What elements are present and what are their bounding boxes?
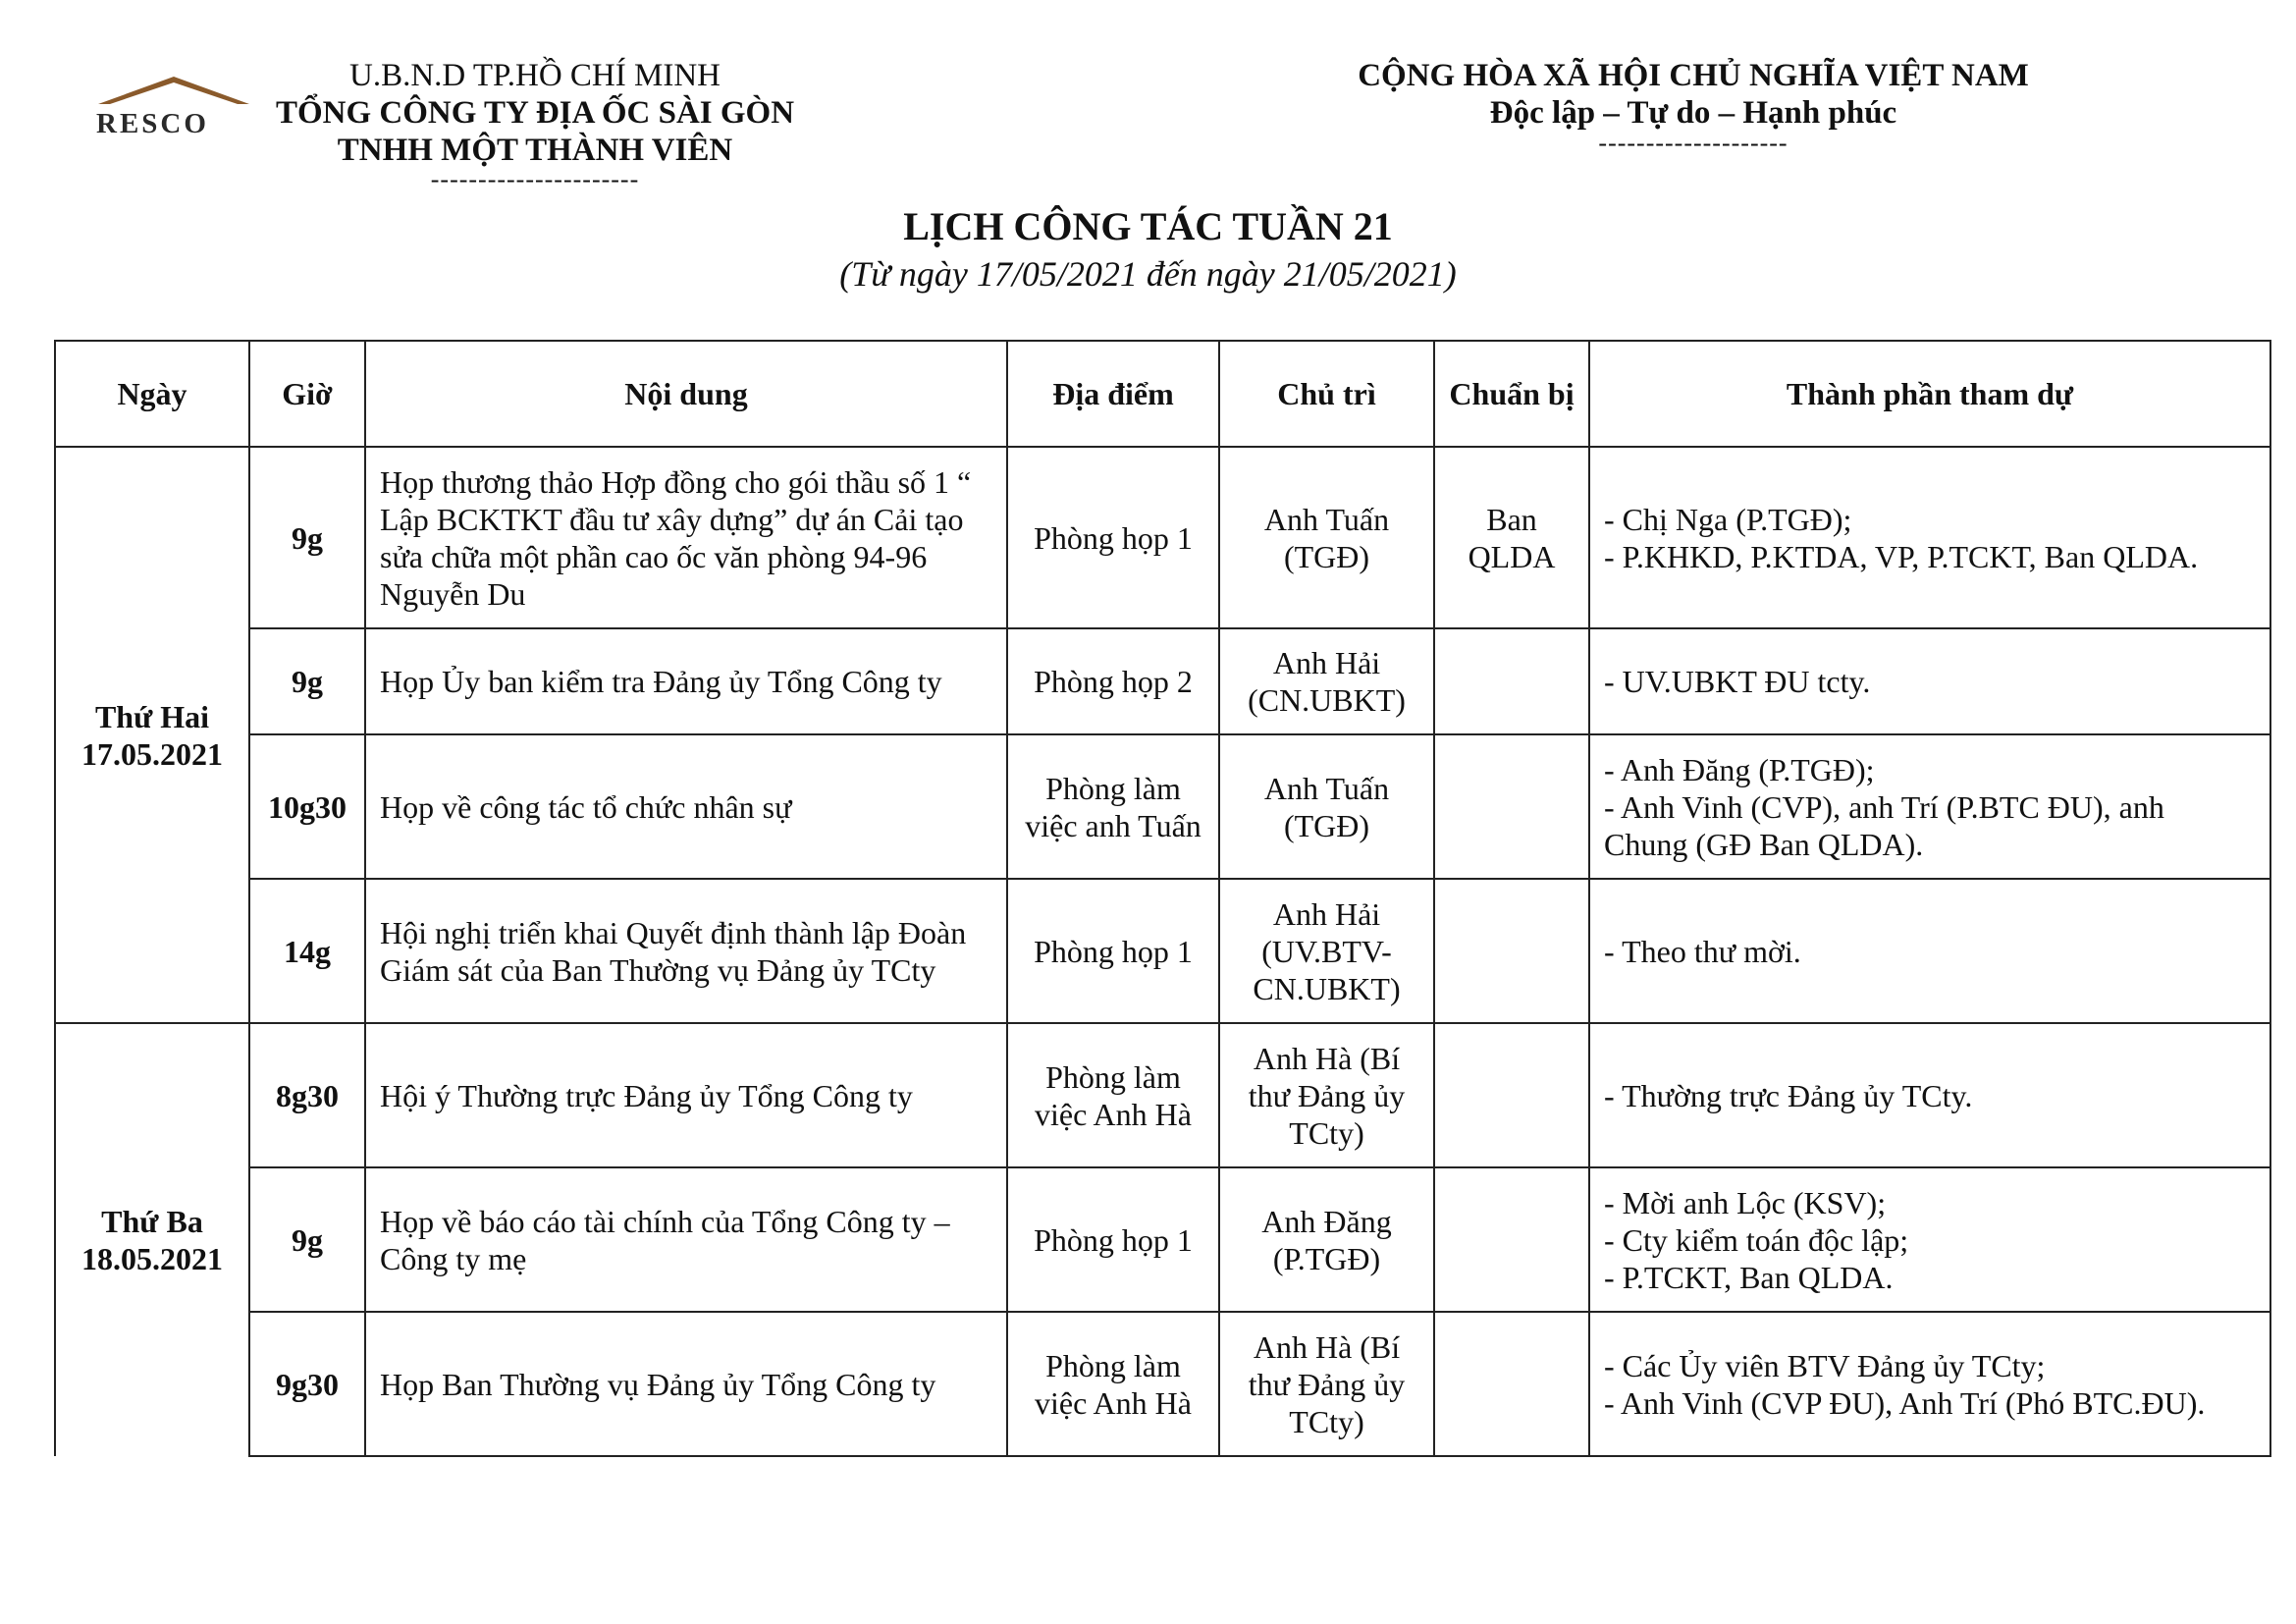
logo-text: RESCO [96, 108, 209, 139]
location-cell: Phòng họp 2 [1007, 628, 1219, 734]
location-cell: Phòng họp 1 [1007, 447, 1219, 628]
day-date: 18.05.2021 [81, 1241, 223, 1276]
content-cell: Họp Ủy ban kiểm tra Đảng ủy Tổng Công ty [365, 628, 1007, 734]
time-cell: 14g [249, 879, 365, 1023]
table-row [55, 447, 2270, 628]
day-cell [55, 447, 249, 1023]
prepare-cell [1434, 628, 1589, 734]
location-cell: Phòng làm việc Anh Hà [1007, 1023, 1219, 1167]
header-prepare: Chuẩn bị [1434, 341, 1589, 447]
prepare-cell: Ban QLDA [1434, 447, 1589, 628]
roof-icon [90, 71, 257, 110]
national-separator: -------------------- [1598, 129, 1789, 157]
attendees-cell [1589, 879, 2270, 1023]
day-date: 17.05.2021 [81, 735, 223, 772]
content-cell: Họp về công tác tổ chức nhân sự [365, 734, 1007, 879]
org-separator: ---------------------- [430, 165, 640, 193]
table-row [55, 1023, 2270, 1167]
day-name: Thứ Hai [94, 698, 210, 734]
resco-logo [90, 71, 257, 139]
time-cell: 9g30 [249, 1312, 365, 1456]
attendees-cell [1589, 447, 2270, 628]
org-line-2: TỔNG CÔNG TY ĐỊA ỐC SÀI GÒN [275, 95, 795, 131]
attendee-line: - Thường trực Đảng ủy TCty. [1604, 1077, 1973, 1113]
attendee-line: - Anh Vinh (CVP), anh Trí (P.BTC ĐU), anh Chung (GĐ Ban QLDA). [1604, 788, 2164, 862]
attendee-line: - Anh Vinh (CVP ĐU), Anh Trí (Phó BTC.ĐU). [1604, 1384, 2206, 1421]
attendee-line: - UV.UBKT ĐU tcty. [1604, 664, 1871, 699]
attendee-line: - Mời anh Lộc (KSV); [1604, 1184, 1887, 1220]
day-name: Thứ Ba [101, 1204, 203, 1239]
attendee-line: - Các Ủy viên BTV Đảng ủy TCty; [1604, 1347, 2046, 1383]
national-title: CỘNG HÒA XÃ HỘI CHỦ NGHĨA VIỆT NAM [1358, 58, 2029, 93]
prepare-cell [1434, 734, 1589, 879]
table-header-row [55, 341, 2270, 447]
day-cell [55, 1023, 249, 1456]
attendees-cell [1589, 628, 2270, 734]
location-cell: Phòng làm việc Anh Hà [1007, 1312, 1219, 1456]
header-time: Giờ [249, 341, 365, 447]
attendees-cell [1589, 734, 2270, 879]
time-cell: 9g [249, 628, 365, 734]
table-row [55, 1167, 2270, 1312]
organization-header [265, 57, 805, 193]
national-header [1325, 57, 2061, 155]
schedule-body [55, 447, 2270, 1456]
attendee-line: - P.KHKD, P.KTDA, VP, P.TCKT, Ban QLDA. [1604, 538, 2199, 574]
header-day: Ngày [55, 341, 249, 447]
time-cell: 8g30 [249, 1023, 365, 1167]
chair-cell: Anh Hà (Bí thư Đảng ủy TCty) [1219, 1023, 1434, 1167]
time-cell: 10g30 [249, 734, 365, 879]
chair-cell: Anh Tuấn (TGĐ) [1219, 447, 1434, 628]
attendee-line: - Anh Đăng (P.TGĐ); [1604, 751, 1875, 787]
attendee-line: - P.TCKT, Ban QLDA. [1604, 1259, 1894, 1295]
attendees-cell [1589, 1312, 2270, 1456]
location-cell: Phòng họp 1 [1007, 1167, 1219, 1312]
chair-cell: Anh Hải (UV.BTV-CN.UBKT) [1219, 879, 1434, 1023]
location-cell: Phòng làm việc anh Tuấn [1007, 734, 1219, 879]
content-cell: Hội ý Thường trực Đảng ủy Tổng Công ty [365, 1023, 1007, 1167]
location-cell: Phòng họp 1 [1007, 879, 1219, 1023]
attendee-line: - Cty kiểm toán độc lập; [1604, 1221, 1909, 1258]
table-row [55, 1312, 2270, 1456]
schedule-table [54, 340, 2271, 1457]
content-cell: Hội nghị triển khai Quyết định thành lập Đoàn Giám sát của Ban Thường vụ Đảng ủy TCty [365, 879, 1007, 1023]
prepare-cell [1434, 879, 1589, 1023]
chair-cell: Anh Tuấn (TGĐ) [1219, 734, 1434, 879]
content-cell: Họp Ban Thường vụ Đảng ủy Tổng Công ty [365, 1312, 1007, 1456]
prepare-cell [1434, 1312, 1589, 1456]
document-title: LỊCH CÔNG TÁC TUẦN 21 [903, 204, 1393, 248]
time-cell: 9g [249, 1167, 365, 1312]
header-content: Nội dung [365, 341, 1007, 447]
org-line-3: TNHH MỘT THÀNH VIÊN [337, 133, 733, 168]
national-motto: Độc lập – Tự do – Hạnh phúc [1489, 95, 1897, 131]
header-location: Địa điểm [1007, 341, 1219, 447]
attendee-line: - Theo thư mời. [1604, 933, 1801, 969]
header-attendees: Thành phần tham dự [1589, 341, 2270, 447]
chair-cell: Anh Đăng (P.TGĐ) [1219, 1167, 1434, 1312]
table-row [55, 628, 2270, 734]
document-subtitle: (Từ ngày 17/05/2021 đến ngày 21/05/2021) [839, 254, 1457, 294]
chair-cell: Anh Hải (CN.UBKT) [1219, 628, 1434, 734]
content-cell: Họp về báo cáo tài chính của Tổng Công ty – Công ty mẹ [365, 1167, 1007, 1312]
table-row [55, 734, 2270, 879]
attendee-line: - Chị Nga (P.TGĐ); [1604, 501, 1852, 537]
chair-cell: Anh Hà (Bí thư Đảng ủy TCty) [1219, 1312, 1434, 1456]
table-row [55, 879, 2270, 1023]
time-cell: 9g [249, 447, 365, 628]
attendees-cell [1589, 1023, 2270, 1167]
header-chair: Chủ trì [1219, 341, 1434, 447]
content-cell: Họp thương thảo Hợp đồng cho gói thầu số 1 “ Lập BCKTKT đầu tư xây dựng” dự án Cải tạo sửa chữa một phần cao ốc văn phòng 94-96 Nguyễn Du [365, 447, 1007, 628]
org-line-1: U.B.N.D TP.HỒ CHÍ MINH [348, 58, 721, 93]
attendees-cell [1589, 1167, 2270, 1312]
prepare-cell [1434, 1023, 1589, 1167]
prepare-cell [1434, 1167, 1589, 1312]
